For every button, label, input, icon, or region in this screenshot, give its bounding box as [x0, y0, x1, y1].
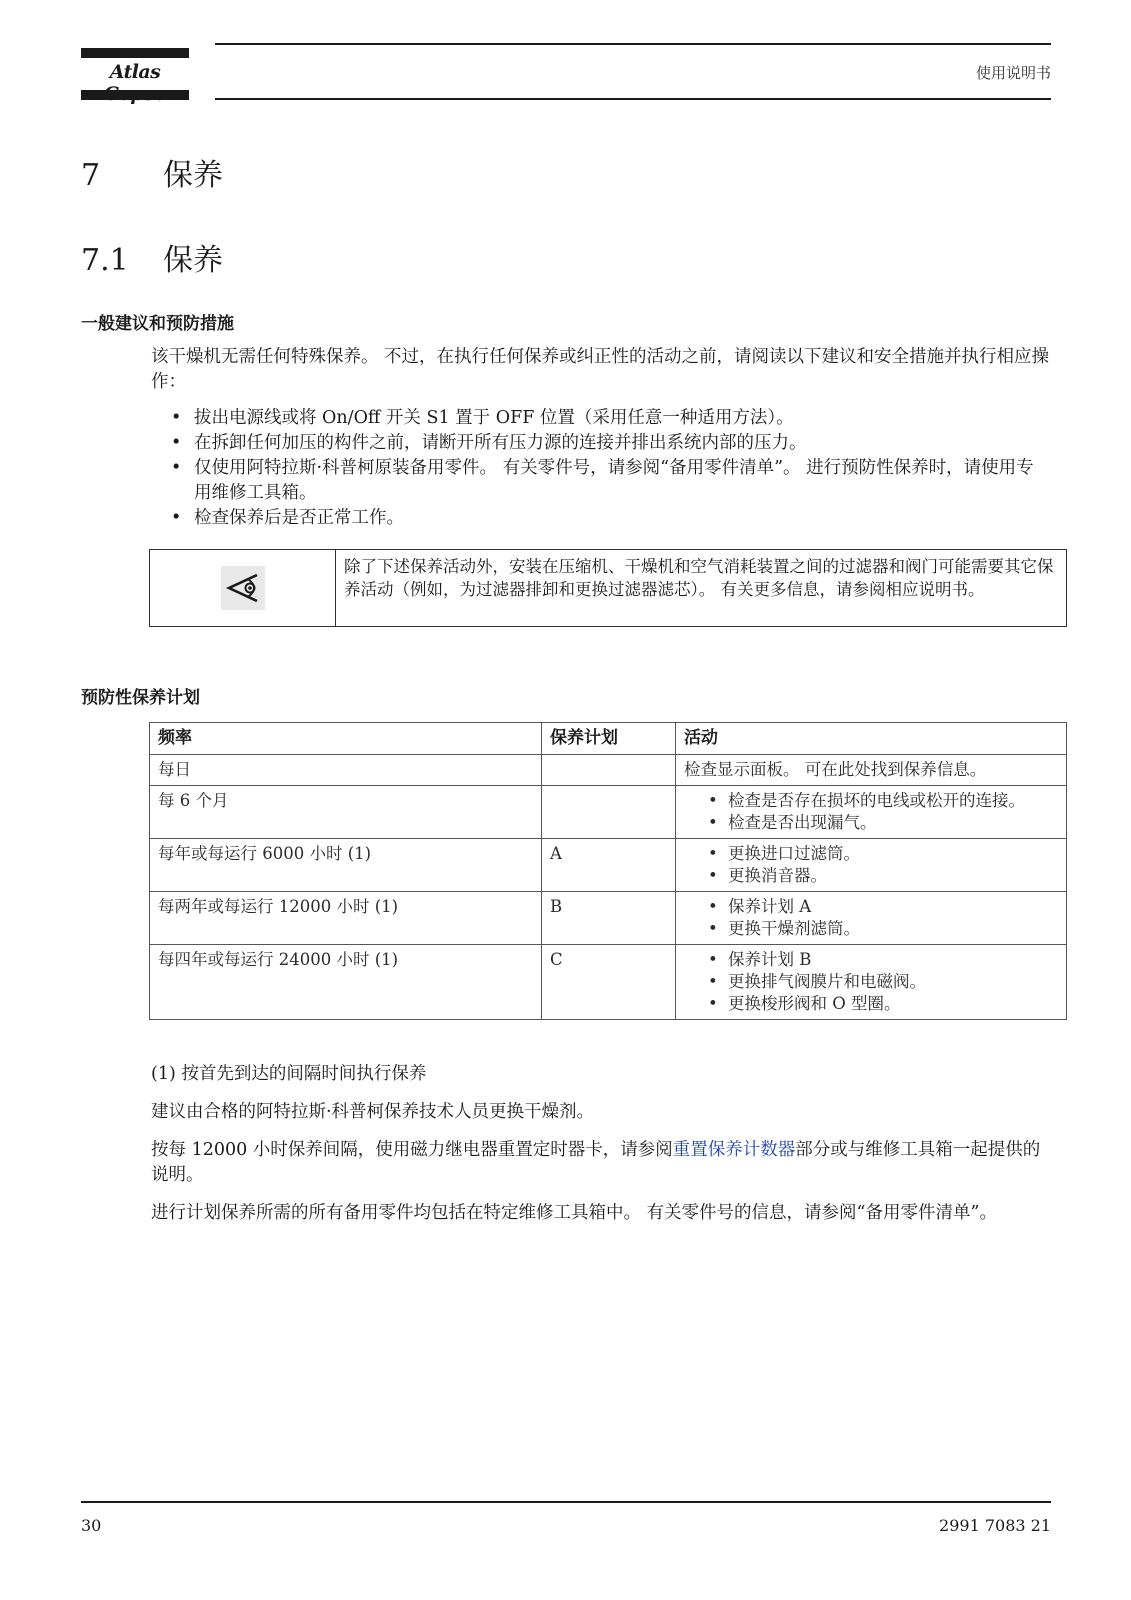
logo-wordmark: Atlas — [109, 61, 161, 83]
table-row — [150, 786, 1067, 839]
activity-list — [684, 896, 1058, 940]
frequency-cell: 每两年或每运行 12000 小时 (1) — [150, 892, 542, 945]
advice-text: 建议由合格的阿特拉斯·科普柯保养技术人员更换干燥剂。 — [151, 1102, 595, 1122]
activity-cell: 检查显示面板。 可在此处找到保养信息。 — [676, 755, 1067, 786]
activity-cell — [676, 945, 1067, 1020]
table-row — [150, 839, 1067, 892]
reset-counter-link[interactable]: 重置保养计数器 — [672, 1140, 796, 1160]
list-item: • 检查是否存在损坏的电线或松开的连接。 — [708, 790, 1058, 812]
footer-rule — [81, 1501, 1051, 1503]
table-row — [150, 892, 1067, 945]
list-item: • 检查是否出现漏气。 — [708, 812, 1058, 834]
plan-cell: B — [542, 892, 676, 945]
list-item: • 保养计划 A — [708, 896, 1058, 918]
list-item: • 仅使用阿特拉斯·科普柯原装备用零件。 有关零件号，请参阅“备用零件清单”。 进行预防性保养时，请使用专用维修工具箱。 — [171, 456, 1051, 506]
note-text: 除了下述保养活动外，安装在压缩机、干燥机和空气消耗装置之间的过滤器和阀门可能需要其它保养活动（例如，为过滤器排卸和更换过滤器滤芯）。 有关更多信息，请参阅相应说明书。 — [344, 557, 1054, 599]
list-item: • 更换排气阀膜片和电磁阀。 — [708, 971, 1058, 993]
activity-list — [684, 790, 1058, 834]
plan-cell: C — [542, 945, 676, 1020]
note-icon-cell — [150, 550, 336, 626]
section-title: 保养 — [163, 243, 223, 278]
general-intro: 该干燥机无需任何特殊保养。 不过，在执行任何保养或纠正性的活动之前，请阅读以下建议和安全措施并执行相应操作： — [151, 347, 1050, 392]
frequency-cell: 每四年或每运行 24000 小时 (1) — [150, 945, 542, 1020]
activity-cell — [676, 786, 1067, 839]
footnote-text: (1) 按首先到达的间隔时间执行保养 — [151, 1064, 427, 1084]
section-number: 7.1 — [81, 243, 129, 278]
activity-cell — [676, 892, 1067, 945]
frequency-cell: 每年或每运行 6000 小时 (1) — [150, 839, 542, 892]
reset-instruction — [151, 1138, 1056, 1188]
logo-bottom-bar — [81, 90, 189, 100]
list-item: • 拔出电源线或将 On/Off 开关 S1 置于 OFF 位置（采用任意一种适用方法）。 — [171, 406, 1051, 431]
section-heading — [81, 235, 223, 279]
list-item: • 在拆卸任何加压的构件之前，请断开所有压力源的连接并排出系统内部的压力。 — [171, 431, 1051, 456]
table-row — [150, 945, 1067, 1020]
list-item: • 更换梭形阀和 O 型圈。 — [708, 993, 1058, 1015]
note-box — [149, 549, 1067, 627]
list-item: • 更换进口过滤筒。 — [708, 843, 1058, 865]
eye-icon — [221, 566, 265, 610]
document-number: 2991 7083 21 — [939, 1516, 1051, 1535]
general-bullet-list — [171, 406, 1051, 531]
chapter-heading — [81, 150, 223, 194]
atlas-copco-logo — [81, 48, 189, 100]
column-header-plan: 保养计划 — [542, 723, 676, 755]
list-item: • 检查保养后是否正常工作。 — [171, 506, 1051, 531]
activity-list — [684, 949, 1058, 1015]
parts-text: 进行计划保养所需的所有备用零件均包括在特定维修工具箱中。 有关零件号的信息，请参阅“备用零件清单”。 — [151, 1203, 997, 1223]
table-header-row — [150, 723, 1067, 755]
reset-text-pre: 按每 12000 小时保养间隔，使用磁力继电器重置定时器卡，请参阅 — [151, 1140, 673, 1160]
page-number: 30 — [81, 1516, 102, 1535]
table-row — [150, 755, 1067, 786]
plan-cell — [542, 755, 676, 786]
plan-cell: A — [542, 839, 676, 892]
document-type-label: 使用说明书 — [975, 64, 1051, 82]
reset-text-post: 部分或与维修工具箱一起提供的说明。 — [151, 1140, 1041, 1185]
plan-cell — [542, 786, 676, 839]
frequency-cell: 每日 — [150, 755, 542, 786]
list-item: • 更换消音器。 — [708, 865, 1058, 887]
schedule-heading: 预防性保养计划 — [81, 688, 200, 708]
list-item: • 更换干燥剂滤筒。 — [708, 918, 1058, 940]
activity-list — [684, 843, 1058, 887]
chapter-number: 7 — [81, 158, 101, 193]
logo-top-bar — [81, 48, 189, 58]
column-header-activity: 活动 — [676, 723, 1067, 755]
general-heading: 一般建议和预防措施 — [81, 314, 234, 334]
frequency-cell: 每 6 个月 — [150, 786, 542, 839]
activity-cell — [676, 839, 1067, 892]
column-header-frequency: 频率 — [150, 723, 542, 755]
header-top-rule — [215, 43, 1051, 45]
list-item: • 保养计划 B — [708, 949, 1058, 971]
chapter-title: 保养 — [163, 158, 223, 193]
maintenance-schedule-table — [149, 722, 1067, 1020]
header-bottom-rule — [215, 98, 1051, 100]
